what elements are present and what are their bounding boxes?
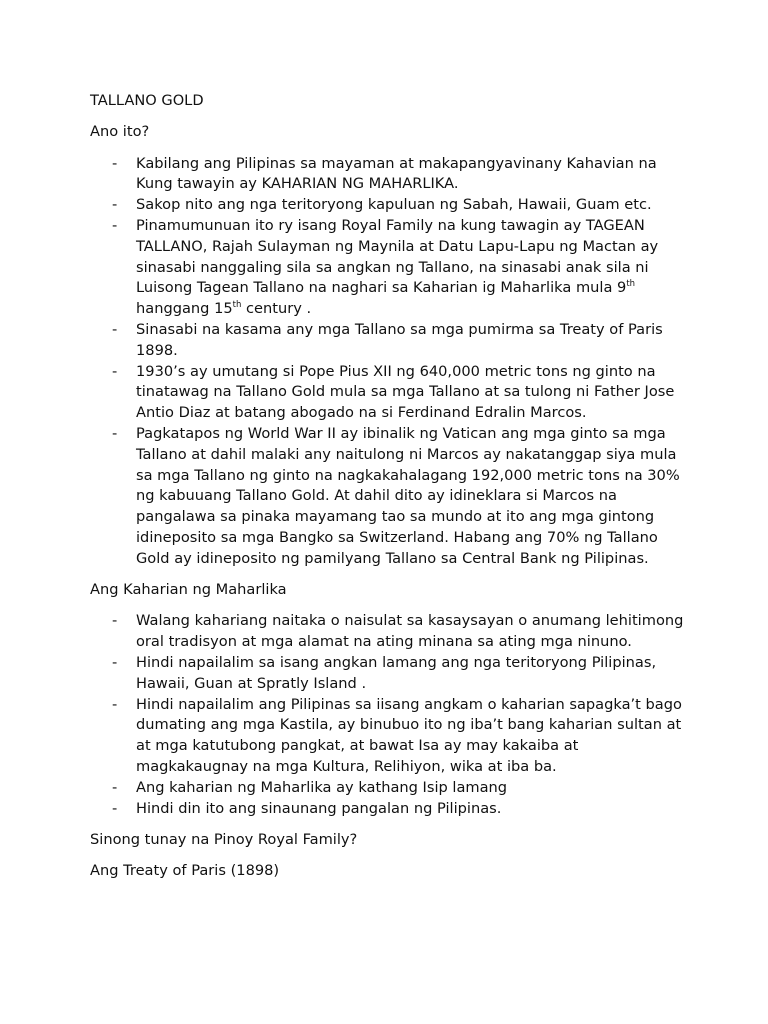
list-item-text: Sinasabi na kasama any mga Tallano sa mga pumirma sa Treaty of Paris 1898.	[136, 320, 663, 359]
section-heading-ano-ito: Ano ito?	[90, 123, 150, 141]
list-item-text: Hindi napailalim ang Pilipinas sa iisang angkam o kaharian sapagka’t bago dumating ang mga Kastila, ay binubuo ito ng iba’t bang kaharian sultan at at mga katutubong pangkat, at bawat Isa ay may kakaiba at magkakaugnay na mga Kultura, Relihiyon, wika at iba ba.	[136, 695, 682, 775]
list-item-text: Walang kahariang naitaka o naisulat sa kasaysayan o anumang lehitimong oral tradisyon at mga alamat na ating minana sa ating mga ninuno.	[136, 612, 684, 651]
list-item	[90, 778, 690, 799]
dash-bullet: -	[112, 320, 118, 338]
document-title: TALLANO GOLD	[90, 92, 204, 109]
dash-bullet: -	[112, 362, 118, 380]
list-item-text: Sakop nito ang nga teritoryong kapuluan ng Sabah, Hawaii, Guam etc.	[136, 196, 652, 214]
list-item	[90, 362, 690, 424]
list-item	[90, 320, 690, 362]
list-item-text	[136, 217, 658, 317]
section-heading-treaty-of-paris: Ang Treaty of Paris (1898)	[90, 862, 280, 880]
list-item	[90, 653, 690, 695]
dash-bullet: -	[112, 695, 118, 713]
list-item	[90, 799, 690, 820]
dash-bullet: -	[112, 778, 118, 796]
section2-list	[90, 611, 690, 819]
section1-list	[90, 154, 690, 570]
section-heading-royal-family: Sinong tunay na Pinoy Royal Family?	[90, 830, 358, 848]
dash-bullet: -	[112, 196, 118, 214]
dash-bullet: -	[112, 154, 118, 172]
dash-bullet: -	[112, 653, 118, 671]
dash-bullet: -	[112, 799, 118, 817]
section-heading-kaharian: Ang Kaharian ng Maharlika	[90, 581, 287, 599]
dash-bullet: -	[112, 216, 118, 234]
dash-bullet: -	[112, 424, 118, 442]
list-item-text: Ang kaharian ng Maharlika ay kathang Isip lamang	[136, 778, 508, 796]
list-item-text-part: hanggang 15	[136, 300, 233, 318]
list-item-text: Hindi napailalim sa isang angkan lamang ang nga teritoryong Pilipinas, Hawaii, Guan at Spratly Island .	[136, 653, 657, 692]
list-item-text: Pagkatapos ng World War II ay ibinalik ng Vatican ang mga ginto sa mga Tallano at dahil malaki any naitulong ni Marcos ay nakatanggap siya mula sa mga Tallano ng ginto na nagkakahalagang 192,000 metric tons na 30% ng kabuuang Tallano Gold. At dahil dito ay idineklara si Marcos na pangalawa sa pinaka mayamang tao sa mundo at ito ang mga gintong idineposito sa mga Bangko sa Switzerland. Habang ang 70% ng Tallano Gold ay idineposito ng pamilyang Tallano sa Central Bank ng Pilipinas.	[136, 424, 680, 567]
list-item-text: Hindi din ito ang sinaunang pangalan ng Pilipinas.	[136, 799, 502, 817]
list-item	[90, 216, 690, 320]
list-item	[90, 695, 690, 778]
document-body	[90, 91, 690, 892]
list-item	[90, 195, 690, 216]
list-item-text: 1930’s ay umutang si Pope Pius XII ng 640,000 metric tons ng ginto na tinatawag na Tallano Gold mula sa mga Tallano at sa tulong ni Father Jose Antio Diaz at batang abogado na si Ferdinand Edralin Marcos.	[136, 362, 675, 422]
list-item-text-part: century .	[241, 300, 312, 318]
list-item	[90, 611, 690, 653]
list-item	[90, 154, 690, 196]
dash-bullet: -	[112, 612, 118, 630]
superscript-th: th	[232, 300, 242, 311]
superscript-th: th	[626, 279, 636, 290]
list-item-text-part: Pinamumunuan ito ry isang Royal Family na kung tawagin ay TAGEAN TALLANO, Rajah Sulayman ng Maynila at Datu Lapu-Lapu ng Mactan ay sinasabi nanggaling sila sa angkan ng Tallano, na sinasabi anak sila ni Luisong Tagean Tallano na naghari sa Kaharian ig Maharlika mula 9	[136, 216, 659, 297]
list-item-text: Kabilang ang Pilipinas sa mayaman at makapangyavinany Kahavian na Kung tawayin ay KAHARIAN NG MAHARLIKA.	[136, 154, 657, 193]
list-item	[90, 424, 690, 570]
